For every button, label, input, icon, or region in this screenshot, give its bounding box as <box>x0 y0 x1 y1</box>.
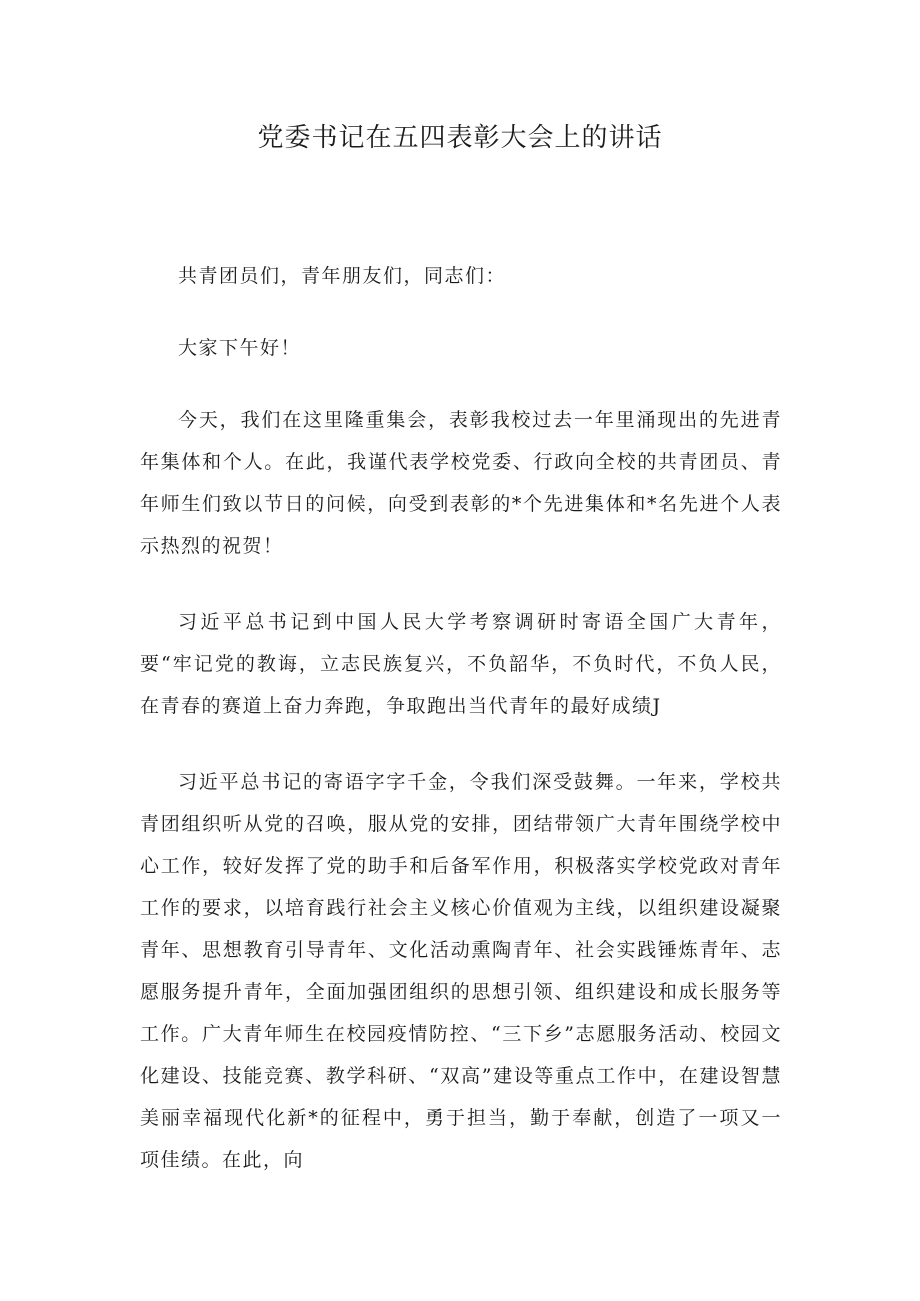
document-title: 党委书记在五四表彰大会上的讲话 <box>257 123 663 153</box>
body-paragraph: 今天，我们在这里隆重集会，表彰我校过去一年里涌现出的先进青年集体和个人。在此，我谨代表学校党委、行政向全校的共青团员、青年师生们致以节日的问候，向受到表彰的*个先进集体和*名先进个人表示热烈的祝贺！ <box>140 409 782 557</box>
greeting-paragraph: 大家下午好！ <box>178 337 302 359</box>
salutation-paragraph: 共青团员们，青年朋友们，同志们： <box>178 265 507 287</box>
document-body <box>140 255 782 1215</box>
body-paragraph: 习近平总书记的寄语字字千金，令我们深受鼓舞。一年来，学校共青团组织听从党的召唤，服从党的安排，团结带领广大青年围绕学校中心工作，较好发挥了党的助手和后备军作用，积极落实学校党政对青年工作的要求，以培育践行社会主义核心价值观为主线，以组织建设凝聚青年、思想教育引导青年、文化活动熏陶青年、社会实践锤炼青年、志愿服务提升青年，全面加强团组织的思想引领、组织建设和成长服务等工作。广大青年师生在校园疫情防控、“三下乡”志愿服务活动、校园文化建设、技能竞赛、教学科研、“双高”建设等重点工作中，在建设智慧美丽幸福现代化新*的征程中，勇于担当，勤于奉献，创造了一项又一项佳绩。在此，向 <box>140 771 782 1171</box>
body-paragraph: 习近平总书记到中国人民大学考察调研时寄语全国广大青年，要“牢记党的教诲，立志民族复兴，不负韶华，不负时代，不负人民，在青春的赛道上奋力奔跑，争取跑出当代青年的最好成绩J <box>140 611 782 717</box>
